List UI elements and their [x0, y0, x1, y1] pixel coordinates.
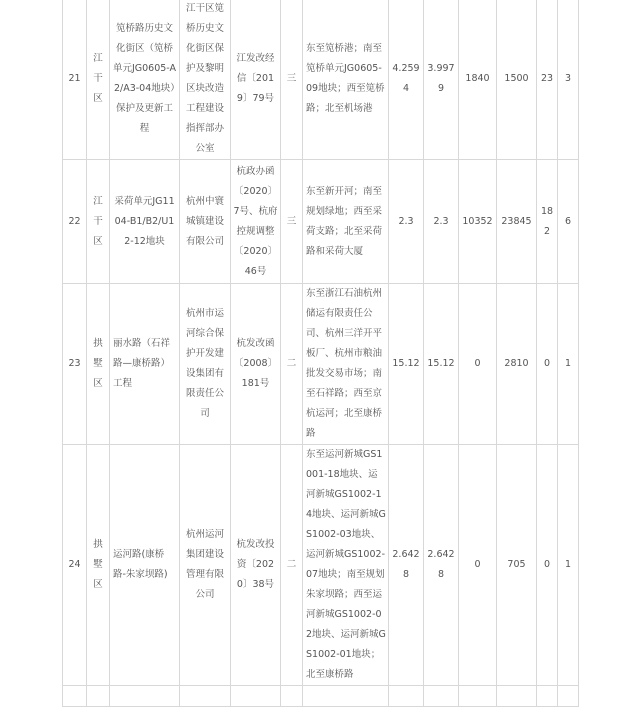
value-cell: 0: [537, 284, 558, 445]
value-cell: 182: [537, 160, 558, 284]
project-name-cell: 运河路(康桥路-朱家坝路): [110, 445, 180, 686]
construction-unit-cell: 杭州中寰城镇建设有限公司: [180, 160, 231, 284]
approval-document-cell: 江发改经信〔2019〕79号: [231, 0, 281, 160]
boundary-cell: 东至笕桥港；南至笕桥单元JG0605-09地块；西至笕桥路；北至机场港: [303, 0, 389, 160]
area-cell: 2.6428: [424, 445, 459, 686]
boundary-cell: 东至新开河；南至规划绿地；西至采荷支路；北至采荷路和采荷大厦: [303, 160, 389, 284]
area-cell: 2.3: [424, 160, 459, 284]
construction-unit-cell: 杭州运河集团建设管理有限公司: [180, 445, 231, 686]
area-cell: 15.12: [424, 284, 459, 445]
row-number: 24: [63, 445, 87, 686]
area-cell: 2.3: [389, 160, 424, 284]
area-cell: 15.12: [389, 284, 424, 445]
project-name-cell: 笕桥路历史文化街区（笕桥单元JG0605-A2/A3-04地块）保护及更新工程: [110, 0, 180, 160]
value-cell: 0: [537, 445, 558, 686]
value-cell: 0: [459, 445, 497, 686]
approval-document-cell: 杭发改投资〔2020〕38号: [231, 445, 281, 686]
value-cell: 23: [537, 0, 558, 160]
value-cell: 23845: [497, 160, 537, 284]
category-cell: 三: [281, 0, 303, 160]
table-row: [63, 445, 579, 686]
row-number: 21: [63, 0, 87, 160]
category-cell: 二: [281, 284, 303, 445]
value-cell: 3: [558, 0, 579, 160]
area-cell: 3.9979: [424, 0, 459, 160]
district-cell: 江干区: [87, 0, 110, 160]
construction-unit-cell: 杭州市运河综合保护开发建设集团有限责任公司: [180, 284, 231, 445]
construction-unit-cell: 江干区笕桥历史文化街区保护及黎明区块改造工程建设指挥部办公室: [180, 0, 231, 160]
district-cell: 拱墅区: [87, 284, 110, 445]
row-number: 23: [63, 284, 87, 445]
table-row: [63, 686, 579, 707]
value-cell: 705: [497, 445, 537, 686]
value-cell: 10352: [459, 160, 497, 284]
table-row: [63, 160, 579, 284]
value-cell: 1840: [459, 0, 497, 160]
table-row: [63, 284, 579, 445]
category-cell: 三: [281, 160, 303, 284]
value-cell: 6: [558, 160, 579, 284]
area-cell: 2.6428: [389, 445, 424, 686]
boundary-cell: 东至运河新城GS1001-18地块、运河新城GS1002-14地块、运河新城GS1002-03地块、运河新城GS1002-07地块；南至规划朱家坝路；西至运河新城GS1002-02地块、运河新城GS1002-01地块；北至康桥路: [303, 445, 389, 686]
district-cell: 拱墅区: [87, 445, 110, 686]
approval-document-cell: 杭政办函〔2020〕7号、杭府控规调整〔2020〕46号: [231, 160, 281, 284]
value-cell: 0: [459, 284, 497, 445]
land-requisition-table: [62, 0, 579, 707]
value-cell: 1500: [497, 0, 537, 160]
value-cell: 1: [558, 445, 579, 686]
area-cell: 4.2594: [389, 0, 424, 160]
approval-document-cell: 杭发改函〔2008〕181号: [231, 284, 281, 445]
value-cell: 2810: [497, 284, 537, 445]
project-name-cell: 采荷单元JG1104-B1/B2/U12-12地块: [110, 160, 180, 284]
value-cell: 1: [558, 284, 579, 445]
district-cell: 江干区: [87, 160, 110, 284]
row-number: 22: [63, 160, 87, 284]
table-row: [63, 0, 579, 160]
project-name-cell: 丽水路（石祥路—康桥路）工程: [110, 284, 180, 445]
category-cell: 二: [281, 445, 303, 686]
boundary-cell: 东至浙江石油杭州储运有限责任公司、杭州三洋开平板厂、杭州市粮油批发交易市场；南至石祥路；西至京杭运河；北至康桥路: [303, 284, 389, 445]
